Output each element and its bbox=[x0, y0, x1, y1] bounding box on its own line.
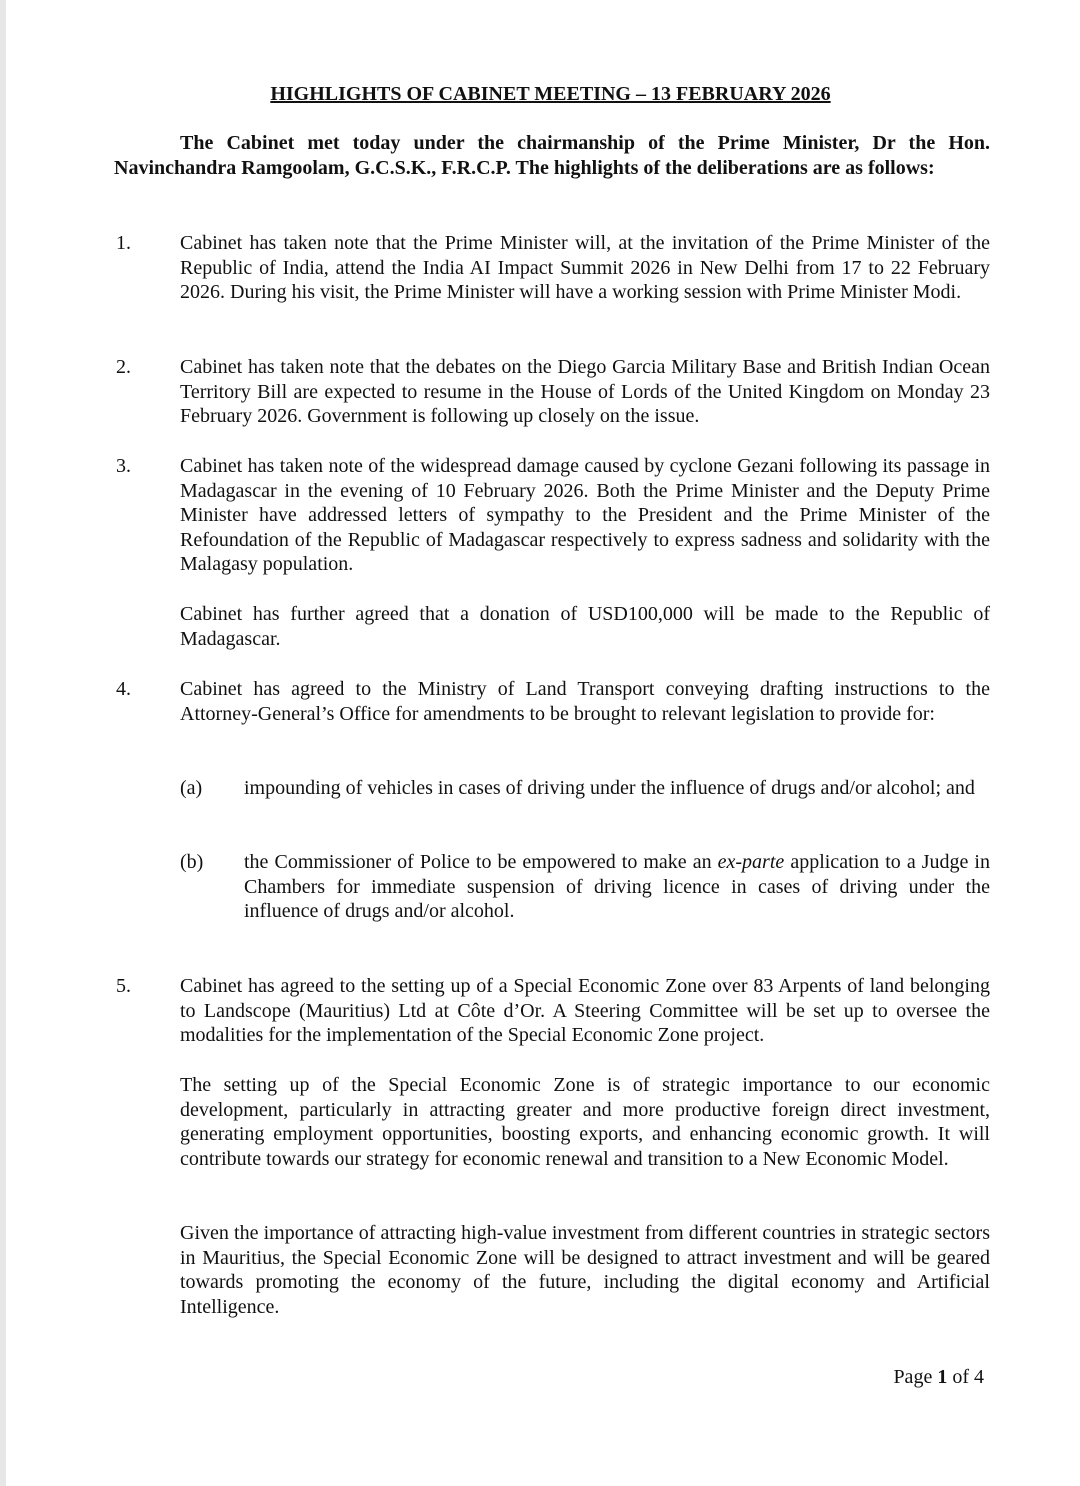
item-number: 5. bbox=[116, 975, 131, 997]
item-3-extra-paragraph: Cabinet has further agreed that a donation of USD100,000 will be made to the Republic of Madagascar. bbox=[180, 603, 990, 650]
current-page: 1 bbox=[937, 1366, 948, 1388]
item-text: Cabinet has agreed to the setting up of a Special Economic Zone over 83 Arpents of land belonging to Landscope (Mauritius) Ltd at Côte d’Or. A Steering Committee will be set up to oversee the modalities for the implementation of the Special Economic Zone project. bbox=[180, 975, 990, 1047]
item-text: Cabinet has taken note that the Prime Minister will, at the invitation of the Prime Minister of the Republic of India, attend the India AI Impact Summit 2026 in New Delhi from 17 to 22 February 2026. During his visit, the Prime Minister will have a working session with Prime Minister Modi. bbox=[180, 232, 990, 304]
subitem-text-after: application to a Judge in Chambers for immediate suspension of driving licence in cases of driving under the influence of drugs and/or alcohol. bbox=[244, 851, 990, 923]
subitem-text-italic: ex-parte bbox=[717, 851, 785, 873]
item-text: Cabinet has taken note of the widespread damage caused by cyclone Gezani following its passage in Madagascar in the evening of 10 February 2026. Both the Prime Minister and the Deputy Prime Minister have addressed letters of sympathy to the President and the Prime Minister of the Refoundation of the Republic of Madagascar respectively to express sadness and solidarity with the Malagasy population. bbox=[180, 455, 990, 576]
item-text: Cabinet has taken note that the debates on the Diego Garcia Military Base and British Indian Ocean Territory Bill are expected to resume in the House of Lords of the United Kingdom on Monday 23 February 2026. Government is following up closely on the issue. bbox=[180, 356, 990, 428]
subitem-text-before: the Commissioner of Police to be empowered to make an bbox=[244, 851, 718, 873]
item-5-paragraph-2: The setting up of the Special Economic Zone is of strategic importance to our economic development, particularly in attracting greater and more productive foreign direct investment, generating employment opportunities, boosting exports, and enhancing economic growth. It will contribute towards our strategy for economic renewal and transition to a New Economic Model. bbox=[180, 1074, 990, 1170]
item-5-paragraph-3: Given the importance of attracting high-value investment from different countries in strategic sectors in Mauritius, the Special Economic Zone will be designed to attract investment and will be geared towards promoting the economy of the future, including the digital economy and Artificial Intelligence. bbox=[180, 1222, 990, 1318]
subitem-text: impounding of vehicles in cases of driving under the influence of drugs and/or alcohol; and bbox=[244, 777, 975, 799]
of-word: of bbox=[952, 1366, 969, 1388]
document-title: HIGHLIGHTS OF CABINET MEETING – 13 FEBRUARY 2026 bbox=[270, 83, 831, 105]
item-number: 2. bbox=[116, 356, 131, 378]
page-number bbox=[893, 1365, 984, 1390]
subitem-text bbox=[244, 850, 990, 924]
intro-paragraph: The Cabinet met today under the chairmanship of the Prime Minister, Dr the Hon. Navinchandra Ramgoolam, G.C.S.K., F.R.C.P. The highlights of the deliberations are as follows: bbox=[114, 132, 990, 179]
item-text: Cabinet has agreed to the Ministry of Land Transport conveying drafting instructions to the Attorney-General’s Office for amendments to be brought to relevant legislation to provide for: bbox=[180, 678, 990, 725]
subitem-label: (b) bbox=[180, 851, 204, 873]
item-number: 1. bbox=[116, 232, 131, 254]
total-pages: 4 bbox=[974, 1366, 984, 1388]
page-word: Page bbox=[893, 1366, 933, 1388]
item-number: 4. bbox=[116, 678, 131, 700]
item-number: 3. bbox=[116, 455, 131, 477]
subitem-label: (a) bbox=[180, 777, 203, 799]
